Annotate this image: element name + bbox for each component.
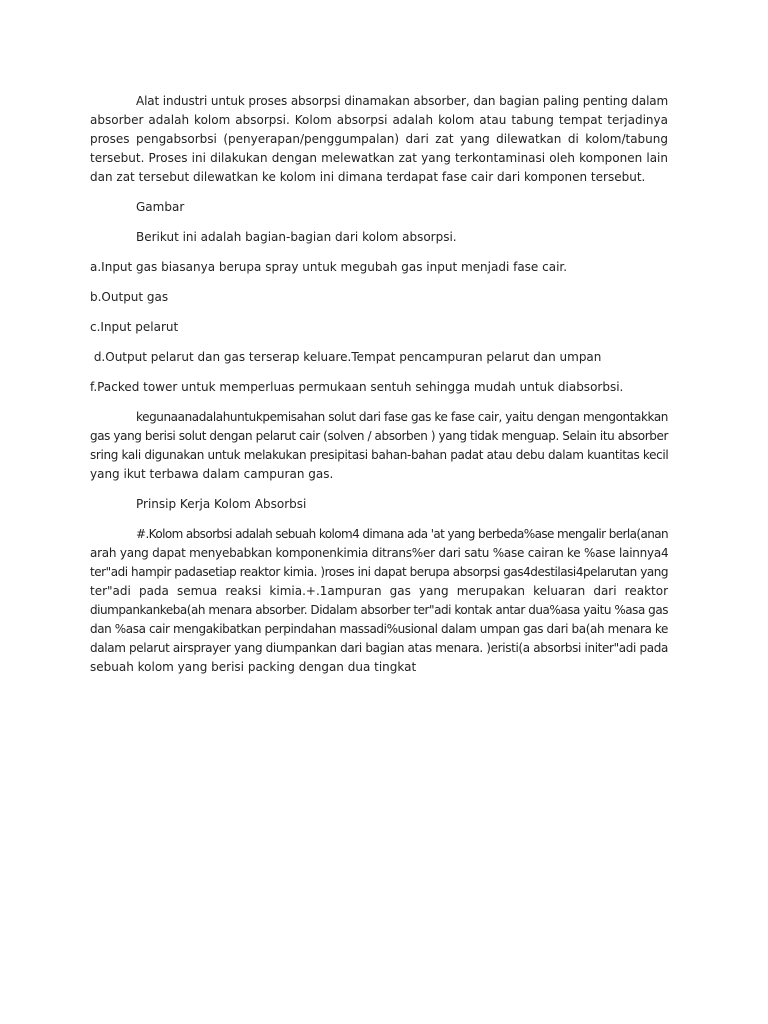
text-line: dan zat tersebut dilewatkan ke kolom ini dimana terdapat fase cair dari komponen tersebut.	[90, 170, 646, 184]
list-item-b: b.Output gas	[90, 290, 169, 304]
text-line: #.Kolom absorbsi adalah sebuah kolom4 dimana ada 'at yang berbeda%ase mengalir berla(anan	[136, 527, 668, 541]
section-heading: Prinsip Kerja Kolom Absorbsi	[136, 497, 307, 511]
text-line: ter"adi pada semua reaksi kimia.+.1ampuran gas yang merupakan keluaran dari reaktor	[90, 584, 668, 598]
text-line: tersebut. Proses ini dilakukan dengan melewatkan zat yang terkontaminasi oleh komponen lain	[90, 151, 668, 165]
list-item-c: c.Input pelarut	[90, 320, 179, 334]
text-line: Alat industri untuk proses absorpsi dinamakan absorber, dan bagian paling penting dalam	[136, 94, 669, 108]
text-line: ter"adi hampir padasetiap reaktor kimia. )roses ini dapat berupa absorpsi gas4destilasi4pelarutan yang	[90, 565, 669, 579]
paragraph-intro	[90, 92, 668, 187]
list-item-f: f.Packed tower untuk memperluas permukaan sentuh sehingga mudah untuk diabsorbsi.	[90, 380, 624, 394]
text-line: proses pengabsorbsi (penyerapan/penggumpalan) dari zat yang dilewatkan di kolom/tabung	[90, 132, 668, 146]
text-line: yang ikut terbawa dalam campuran gas.	[90, 467, 334, 481]
text-line: sebuah kolom yang berisi packing dengan dua tingkat	[90, 660, 417, 674]
figure-placeholder-label: Gambar	[136, 200, 185, 214]
text-line: arah yang dapat menyebabkan komponenkimia ditrans%er dari satu %ase cairan ke %ase lainnya4	[90, 546, 669, 560]
paragraph-principle	[90, 525, 668, 677]
text-line: gas yang berisi solut dengan pelarut cair (solven / absorben ) yang tidak menguap. Selain itu absorber	[90, 429, 668, 443]
text-line: diumpankankeba(ah menara absorber. Didalam absorber ter"adi kontak antar dua%asa yaitu %asa gas	[90, 603, 668, 617]
list-item-d: d.Output pelarut dan gas terserap keluare.Tempat pencampuran pelarut dan umpan	[90, 350, 602, 364]
list-item-a: a.Input gas biasanya berupa spray untuk megubah gas input menjadi fase cair.	[90, 260, 568, 274]
text-line: kegunaanadalahuntukpemisahan solut dari fase gas ke fase cair, yaitu dengan mengontakkan	[136, 410, 668, 424]
text-line: sring kali digunakan untuk melakukan presipitasi bahan-bahan padat atau debu dalam kuantitas kecil	[90, 448, 669, 462]
text-line: dan %asa cair mengakibatkan perpindahan massadi%usional dalam umpan gas dari ba(ah menara ke	[90, 622, 668, 636]
document-body	[90, 92, 668, 677]
parts-intro-text: Berikut ini adalah bagian-bagian dari kolom absorpsi.	[136, 230, 457, 244]
text-line: dalam pelarut airsprayer yang diumpankan dari bagian atas menara. )eristi(a absorbsi initer"adi pada	[90, 641, 668, 655]
paragraph-usage	[90, 408, 668, 484]
text-line: absorber adalah kolom absorpsi. Kolom absorpsi adalah kolom atau tabung tempat terjadinya	[90, 113, 668, 127]
